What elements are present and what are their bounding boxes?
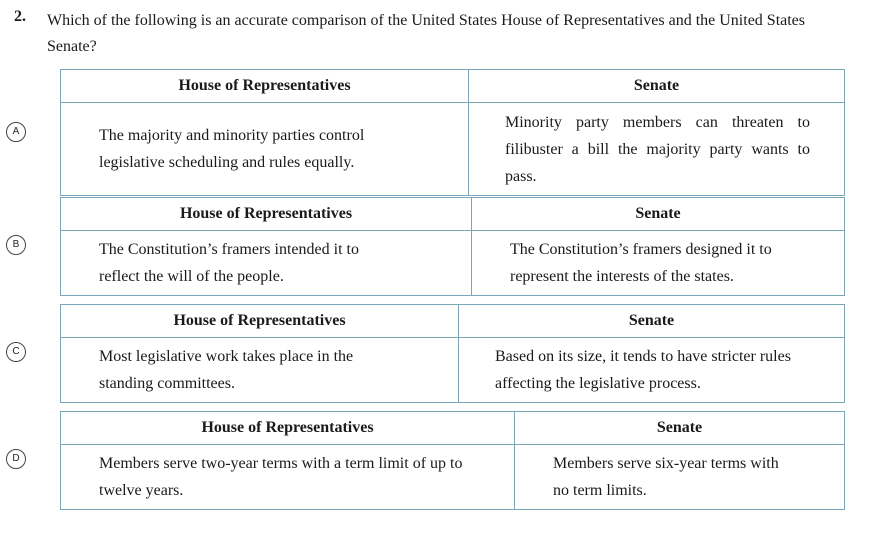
- senate-header: Senate: [469, 70, 845, 103]
- senate-description: The Constitution’s framers designed it to represent the interests of the states.: [472, 231, 845, 296]
- house-header: House of Representatives: [61, 305, 459, 338]
- option-c-radio[interactable]: C: [6, 342, 26, 362]
- senate-header: Senate: [459, 305, 845, 338]
- comparison-table-d: [60, 411, 845, 510]
- question-number: 2.: [14, 8, 26, 25]
- option-a-radio[interactable]: A: [6, 122, 26, 142]
- comparison-table-c: [60, 304, 845, 403]
- question-text: Which of the following is an accurate comparison of the United States House of Representatives and the United States Senate?: [47, 12, 806, 55]
- house-description: Members serve two-year terms with a term limit of up to twelve years.: [61, 445, 515, 510]
- house-description: The majority and minority parties control legislative scheduling and rules equally.: [61, 103, 469, 196]
- option-b-radio[interactable]: B: [6, 235, 26, 255]
- senate-description: Members serve six-year terms with no term limits.: [515, 445, 845, 510]
- house-header: House of Representatives: [61, 70, 469, 103]
- house-description: The Constitution’s framers intended it to reflect the will of the people.: [61, 231, 472, 296]
- senate-description: Minority party members can threaten to filibuster a bill the majority party wants to pass.: [469, 103, 845, 196]
- senate-header: Senate: [515, 412, 845, 445]
- house-header: House of Representatives: [61, 412, 515, 445]
- senate-header: Senate: [472, 198, 845, 231]
- comparison-table-a: [60, 69, 845, 196]
- option-d-radio[interactable]: D: [6, 449, 26, 469]
- house-header: House of Representatives: [61, 198, 472, 231]
- comparison-table-b: [60, 197, 845, 296]
- senate-description: Based on its size, it tends to have stricter rules affecting the legislative process.: [459, 338, 845, 403]
- house-description: Most legislative work takes place in the standing committees.: [61, 338, 459, 403]
